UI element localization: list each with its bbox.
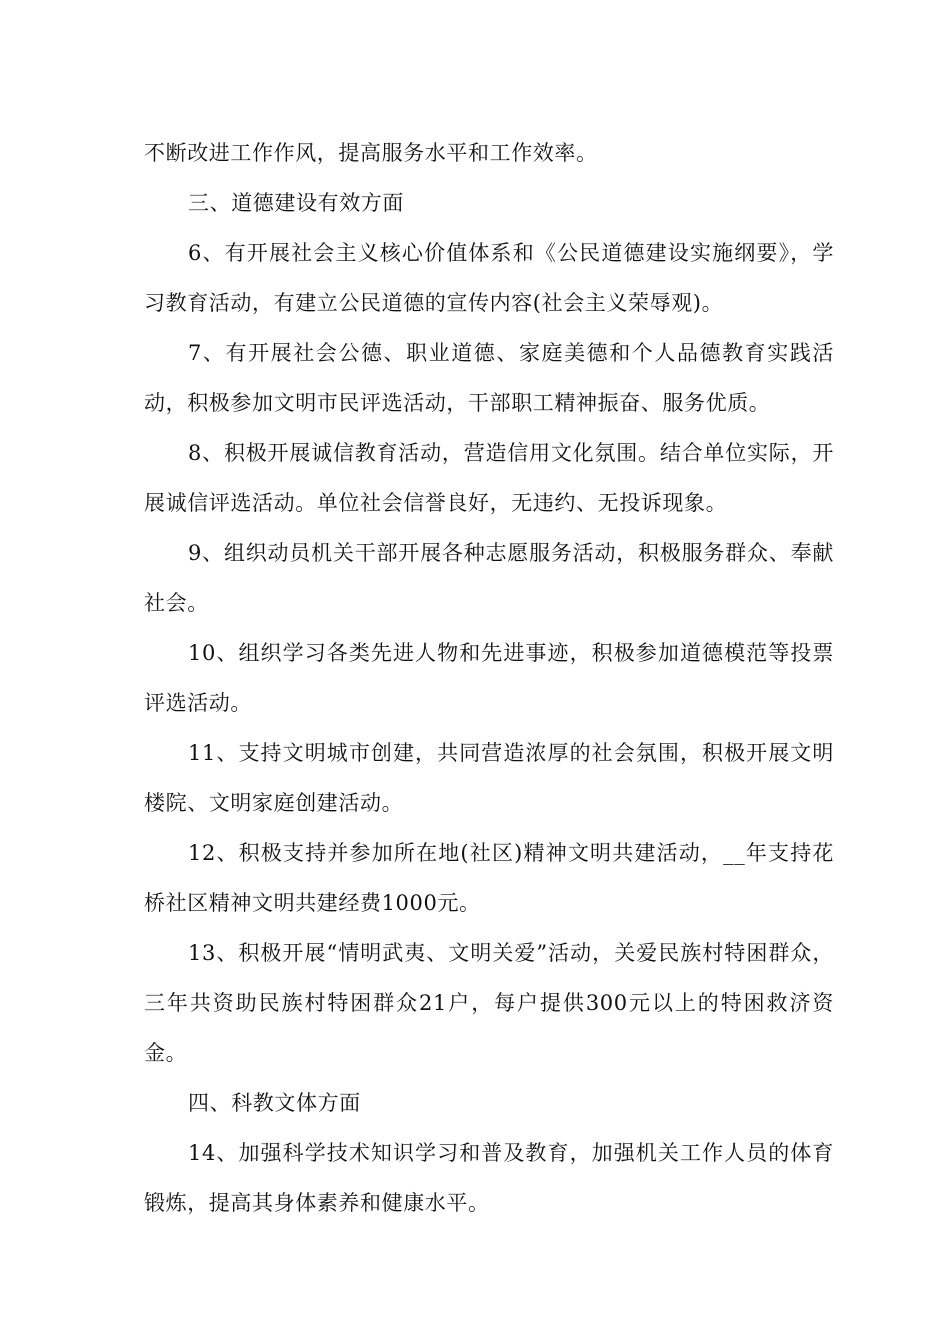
paragraph-item-10: 10、组织学习各类先进人物和先进事迹，积极参加道德模范等投票评选活动。 bbox=[144, 641, 834, 715]
paragraph-item-8: 8、积极开展诚信教育活动，营造信用文化氛围。结合单位实际，开展诚信评选活动。单位社会信誉良好，无违约、无投诉现象。 bbox=[144, 441, 834, 515]
document-body bbox=[144, 128, 834, 1228]
paragraph-item-12: 12、积极支持并参加所在地(社区)精神文明共建活动，__年支持花桥社区精神文明共建经费1000元。 bbox=[144, 841, 834, 915]
paragraph-item-7: 7、有开展社会公德、职业道德、家庭美德和个人品德教育实践活动，积极参加文明市民评选活动，干部职工精神振奋、服务优质。 bbox=[144, 341, 834, 415]
section-heading-4: 四、科教文体方面 bbox=[188, 1091, 361, 1115]
paragraph-item-6: 6、有开展社会主义核心价值体系和《公民道德建设实施纲要》，学习教育活动，有建立公民道德的宣传内容(社会主义荣辱观)。 bbox=[144, 241, 834, 315]
paragraph-item-11: 11、支持文明城市创建，共同营造浓厚的社会氛围，积极开展文明楼院、文明家庭创建活动。 bbox=[144, 741, 834, 815]
paragraph-item-14: 14、加强科学技术知识学习和普及教育，加强机关工作人员的体育锻炼，提高其身体素养和健康水平。 bbox=[144, 1141, 834, 1215]
paragraph-continuation: 不断改进工作作风，提高服务水平和工作效率。 bbox=[144, 141, 598, 165]
section-heading-3: 三、道德建设有效方面 bbox=[188, 191, 404, 215]
paragraph-item-13: 13、积极开展“情明武夷、文明关爱”活动，关爱民族村特困群众，三年共资助民族村特困群众21户，每户提供300元以上的特困救济资金。 bbox=[144, 941, 834, 1065]
paragraph-item-9: 9、组织动员机关干部开展各种志愿服务活动，积极服务群众、奉献社会。 bbox=[144, 541, 834, 615]
